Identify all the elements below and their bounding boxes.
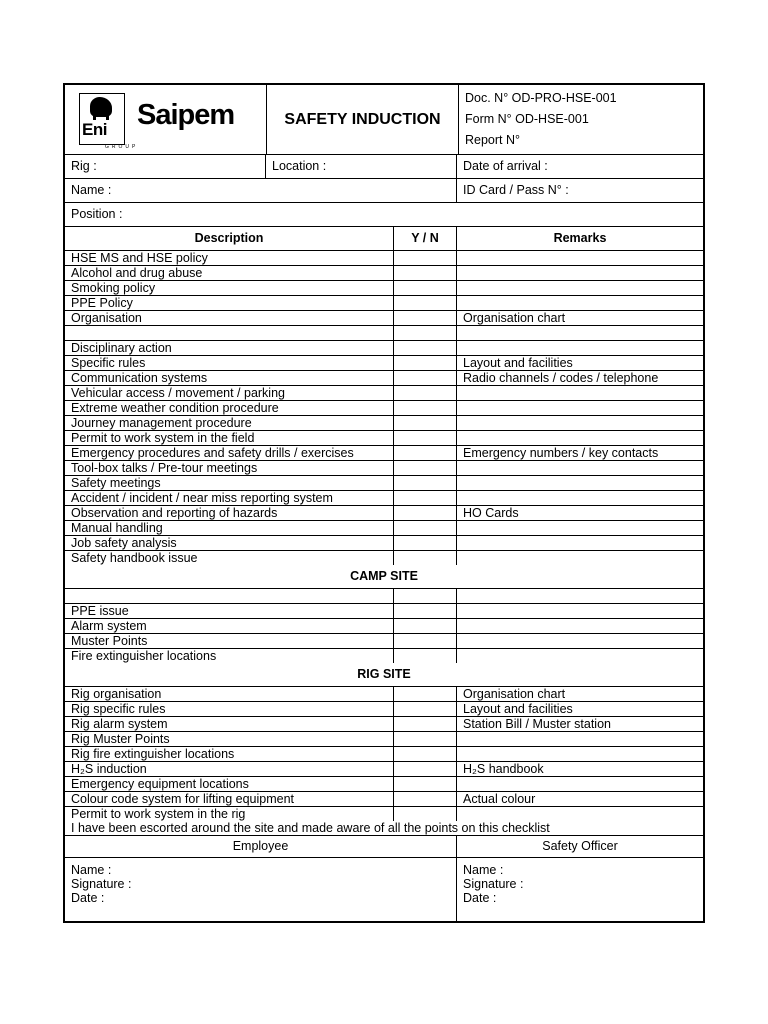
- item-remark: Station Bill / Muster station: [463, 717, 611, 731]
- yes-no-cell[interactable]: [394, 807, 457, 821]
- item-description: Vehicular access / movement / parking: [65, 386, 394, 400]
- yes-no-cell[interactable]: [394, 476, 457, 490]
- item-description: Muster Points: [65, 634, 394, 648]
- camp-site-title: CAMP SITE: [350, 569, 418, 583]
- checklist-row: [65, 446, 703, 461]
- position-field[interactable]: Position :: [71, 207, 123, 221]
- item-description: Alarm system: [65, 619, 394, 633]
- checklist-row: [65, 266, 703, 281]
- yes-no-cell[interactable]: [394, 416, 457, 430]
- item-remark: Emergency numbers / key contacts: [463, 446, 659, 460]
- form-number: Form N° OD-HSE-001: [465, 112, 589, 126]
- checklist-row: [65, 371, 703, 386]
- item-remark: [457, 619, 703, 633]
- item-description: Safety meetings: [65, 476, 394, 490]
- item-remark: H₂S handbook: [463, 762, 544, 776]
- camp-site-checklist: [65, 589, 703, 663]
- item-remark: [457, 401, 703, 415]
- checklist-row: [65, 732, 703, 747]
- item-description: Journey management procedure: [65, 416, 394, 430]
- employee-name-field[interactable]: Name :: [71, 863, 112, 877]
- employee-signoff[interactable]: [65, 858, 457, 921]
- item-remark: [457, 251, 703, 265]
- yes-no-cell[interactable]: [394, 266, 457, 280]
- doc-number: Doc. N° OD-PRO-HSE-001: [465, 91, 617, 105]
- item-description: Rig alarm system: [65, 717, 394, 731]
- yes-no-cell[interactable]: [394, 296, 457, 310]
- item-description: Communication systems: [65, 371, 394, 385]
- rig-field[interactable]: Rig :: [65, 155, 266, 178]
- eni-logo-text: Eni: [82, 120, 107, 139]
- signoff-header-row: [65, 836, 703, 858]
- officer-signoff[interactable]: [457, 858, 703, 921]
- checklist-row: [65, 431, 703, 446]
- item-description: Permit to work system in the field: [65, 431, 394, 445]
- yes-no-cell[interactable]: [394, 506, 457, 520]
- yes-no-cell[interactable]: [394, 702, 457, 716]
- item-remark: HO Cards: [463, 506, 519, 520]
- item-description: PPE Policy: [65, 296, 394, 310]
- yes-no-cell[interactable]: [394, 356, 457, 370]
- checklist-row: [65, 491, 703, 506]
- item-description: Manual handling: [65, 521, 394, 535]
- item-description: Organisation: [65, 311, 394, 325]
- item-remark: [457, 326, 703, 340]
- checklist-row: [65, 807, 703, 821]
- item-description: Disciplinary action: [65, 341, 394, 355]
- employee-date-field[interactable]: Date :: [71, 891, 105, 905]
- yes-no-cell[interactable]: [394, 401, 457, 415]
- item-remark: Layout and facilities: [463, 356, 573, 370]
- name-field[interactable]: Name :: [65, 179, 457, 202]
- rig-site-title: RIG SITE: [357, 667, 411, 681]
- signoff-body-row: [65, 858, 703, 921]
- item-remark: [457, 431, 703, 445]
- yes-no-cell[interactable]: [394, 762, 457, 776]
- yes-no-cell[interactable]: [394, 649, 457, 663]
- item-remark: [457, 536, 703, 550]
- checklist-row: [65, 777, 703, 792]
- info-row-rig: [65, 155, 703, 179]
- description-header: Description: [65, 227, 394, 250]
- yes-no-cell[interactable]: [394, 521, 457, 535]
- remarks-header: Remarks: [553, 231, 607, 245]
- yes-no-cell[interactable]: [394, 326, 457, 340]
- item-description: Permit to work system in the rig: [65, 807, 394, 821]
- safety-induction-form: [63, 83, 705, 923]
- item-description: Rig fire extinguisher locations: [65, 747, 394, 761]
- checklist-row: [65, 551, 703, 565]
- item-description: Fire extinguisher locations: [65, 649, 394, 663]
- document-info: [459, 85, 703, 154]
- item-description: Tool-box talks / Pre-tour meetings: [65, 461, 394, 475]
- item-description: PPE issue: [65, 604, 394, 618]
- yes-no-cell[interactable]: [394, 777, 457, 791]
- yes-no-cell[interactable]: [394, 536, 457, 550]
- form-header: [65, 85, 703, 155]
- item-remark: [457, 491, 703, 505]
- item-description: Rig organisation: [65, 687, 394, 701]
- yes-no-cell[interactable]: [394, 551, 457, 565]
- yes-no-cell[interactable]: [394, 687, 457, 701]
- yes-no-cell[interactable]: [394, 717, 457, 731]
- item-description: Emergency procedures and safety drills / exercises: [65, 446, 394, 460]
- item-remark: [457, 386, 703, 400]
- checklist-row: [65, 792, 703, 807]
- item-description: Colour code system for lifting equipment: [65, 792, 394, 806]
- checklist-row: [65, 296, 703, 311]
- item-remark: [457, 476, 703, 490]
- item-description: Alcohol and drug abuse: [65, 266, 394, 280]
- checklist-row: [65, 619, 703, 634]
- yes-no-cell[interactable]: [394, 251, 457, 265]
- checklist-row: [65, 416, 703, 431]
- item-remark: [457, 634, 703, 648]
- column-header-row: [65, 227, 703, 251]
- eni-logo: [79, 93, 125, 145]
- item-remark: [457, 281, 703, 295]
- item-description: H₂S induction: [65, 762, 394, 776]
- yes-no-cell[interactable]: [394, 446, 457, 460]
- safety-officer-header: Safety Officer: [542, 839, 618, 853]
- item-description: Emergency equipment locations: [65, 777, 394, 791]
- item-description: HSE MS and HSE policy: [65, 251, 394, 265]
- general-checklist: [65, 251, 703, 565]
- item-remark: [457, 777, 703, 791]
- group-logo-text: GROUP: [105, 144, 139, 150]
- checklist-row: [65, 589, 703, 604]
- item-remark: Radio channels / codes / telephone: [463, 371, 659, 385]
- checklist-row: [65, 326, 703, 341]
- statement-row: [65, 821, 703, 836]
- item-remark: Organisation chart: [463, 687, 566, 701]
- item-remark: [457, 551, 703, 565]
- officer-name-field[interactable]: Name :: [463, 863, 504, 877]
- yes-no-cell[interactable]: [394, 341, 457, 355]
- yes-no-cell[interactable]: [394, 386, 457, 400]
- item-remark: [457, 807, 703, 821]
- checklist-row: [65, 536, 703, 551]
- yes-no-cell[interactable]: [394, 311, 457, 325]
- checklist-row: [65, 634, 703, 649]
- yes-no-cell[interactable]: [394, 281, 457, 295]
- checklist-row: [65, 341, 703, 356]
- checklist-row: [65, 476, 703, 491]
- yes-no-cell[interactable]: [394, 619, 457, 633]
- item-description: Observation and reporting of hazards: [65, 506, 394, 520]
- yes-no-cell[interactable]: [394, 604, 457, 618]
- checklist-row: [65, 747, 703, 762]
- item-remark: [457, 266, 703, 280]
- checklist-row: [65, 687, 703, 702]
- checklist-row: [65, 281, 703, 296]
- rig-site-checklist: [65, 687, 703, 821]
- checklist-row: [65, 521, 703, 536]
- item-remark: [457, 296, 703, 310]
- item-remark: [457, 589, 703, 603]
- item-description: Specific rules: [65, 356, 394, 370]
- employee-signature-field[interactable]: Signature :: [71, 877, 132, 891]
- checklist-row: [65, 356, 703, 371]
- item-remark: [457, 604, 703, 618]
- item-description: Rig specific rules: [65, 702, 394, 716]
- yes-no-cell[interactable]: [394, 747, 457, 761]
- company-logo: [65, 85, 267, 154]
- location-field[interactable]: Location :: [266, 155, 457, 178]
- item-remark: Organisation chart: [463, 311, 566, 325]
- camp-site-section-header: [65, 565, 703, 589]
- yes-no-cell[interactable]: [394, 431, 457, 445]
- checklist-row: [65, 461, 703, 476]
- item-description: Smoking policy: [65, 281, 394, 295]
- item-description: Job safety analysis: [65, 536, 394, 550]
- checklist-row: [65, 311, 703, 326]
- checklist-row: [65, 401, 703, 416]
- item-description: Extreme weather condition procedure: [65, 401, 394, 415]
- checklist-row: [65, 386, 703, 401]
- report-number: Report N°: [465, 133, 521, 147]
- form-title: SAFETY INDUCTION: [267, 85, 459, 154]
- date-of-arrival-field[interactable]: Date of arrival :: [463, 159, 548, 173]
- item-remark: [457, 461, 703, 475]
- yn-header: Y / N: [394, 227, 457, 250]
- saipem-logo-text: Saipem: [137, 99, 235, 131]
- escort-statement: I have been escorted around the site and made aware of all the points on this checklist: [71, 821, 550, 835]
- info-row-name: [65, 179, 703, 203]
- yes-no-cell[interactable]: [394, 589, 457, 603]
- item-remark: Actual colour: [463, 792, 536, 806]
- item-remark: [457, 747, 703, 761]
- info-row-position: [65, 203, 703, 227]
- yes-no-cell[interactable]: [394, 371, 457, 385]
- officer-date-field[interactable]: Date :: [463, 891, 497, 905]
- checklist-row: [65, 702, 703, 717]
- checklist-row: [65, 604, 703, 619]
- checklist-row: [65, 251, 703, 266]
- item-description: Safety handbook issue: [65, 551, 394, 565]
- officer-signature-field[interactable]: Signature :: [463, 877, 524, 891]
- checklist-row: [65, 717, 703, 732]
- item-description: Rig Muster Points: [65, 732, 394, 746]
- yes-no-cell[interactable]: [394, 792, 457, 806]
- item-remark: [457, 521, 703, 535]
- yes-no-cell[interactable]: [394, 461, 457, 475]
- item-remark: Layout and facilities: [463, 702, 573, 716]
- item-remark: [457, 341, 703, 355]
- yes-no-cell[interactable]: [394, 634, 457, 648]
- item-remark: [457, 649, 703, 663]
- rig-site-section-header: [65, 663, 703, 687]
- item-description: [65, 326, 394, 340]
- checklist-row: [65, 649, 703, 663]
- id-card-field[interactable]: ID Card / Pass N° :: [463, 183, 569, 197]
- checklist-row: [65, 506, 703, 521]
- item-description: [65, 589, 394, 603]
- item-remark: [457, 416, 703, 430]
- checklist-row: [65, 762, 703, 777]
- item-remark: [457, 732, 703, 746]
- yes-no-cell[interactable]: [394, 732, 457, 746]
- employee-header: Employee: [65, 836, 457, 857]
- yes-no-cell[interactable]: [394, 491, 457, 505]
- item-description: Accident / incident / near miss reporting system: [65, 491, 394, 505]
